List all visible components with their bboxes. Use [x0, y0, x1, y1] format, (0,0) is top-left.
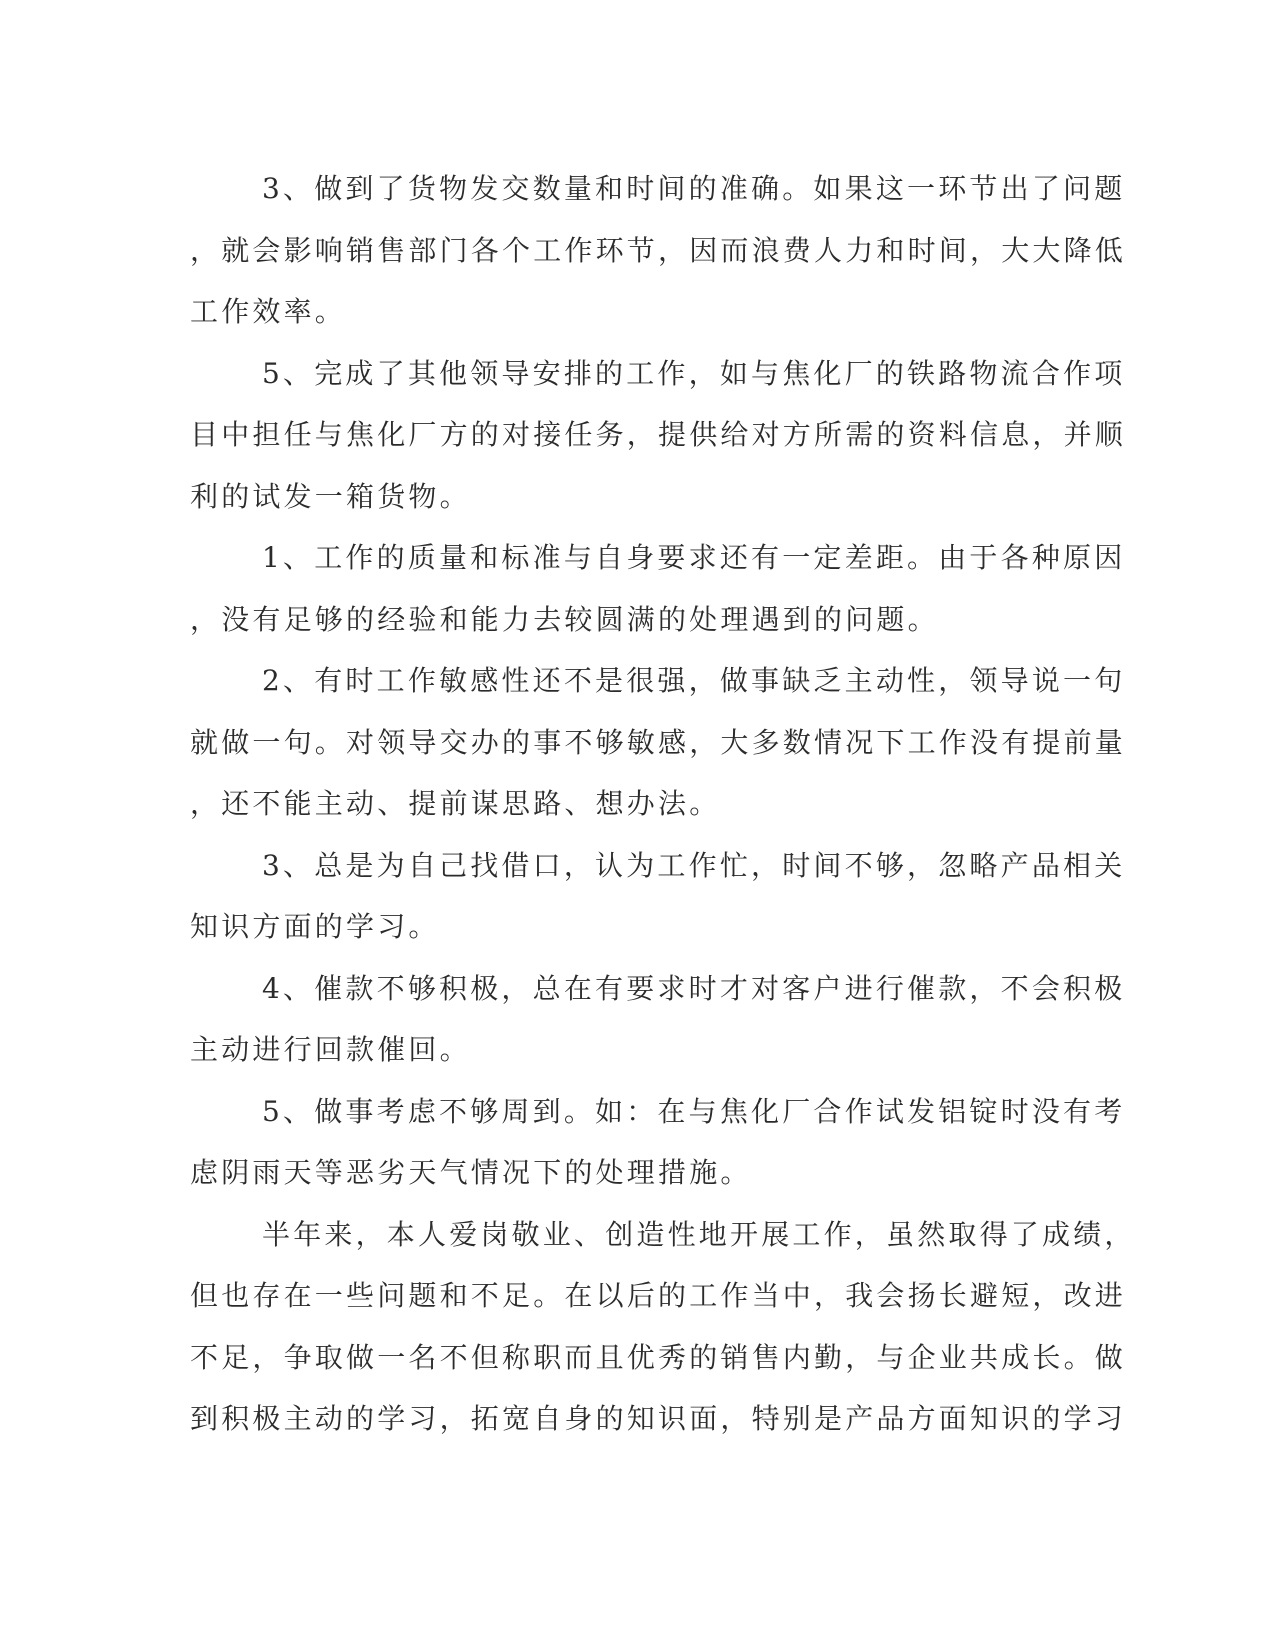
- paragraph-line: 1、工作的质量和标准与自身要求还有一定差距。由于各种原因: [262, 541, 1126, 574]
- paragraph-line: 虑阴雨天等恶劣天气情况下的处理措施。: [190, 1156, 752, 1189]
- paragraph-2: [190, 343, 1127, 528]
- paragraph-line: 2、有时工作敏感性还不是很强，做事缺乏主动性，领导说一句: [262, 664, 1126, 697]
- paragraph-line: ，没有足够的经验和能力去较圆满的处理遇到的问题。: [190, 602, 939, 636]
- paragraph-line: 到积极主动的学习，拓宽自身的知识面，特别是产品方面知识的学习: [190, 1402, 1127, 1435]
- paragraph-line: 主动进行回款催回。: [190, 1033, 471, 1066]
- paragraph-line: ，还不能主动、提前谋思路、想办法。: [190, 787, 721, 820]
- paragraph-line: 知识方面的学习。: [190, 910, 440, 943]
- paragraph-line: 利的试发一箱货物。: [190, 479, 471, 513]
- document-body: [190, 158, 1136, 1450]
- paragraph-8: [190, 1204, 1136, 1450]
- paragraph-line: 半年来，本人爱岗敬业、创造性地开展工作，虽然取得了成绩，: [262, 1217, 1136, 1251]
- paragraph-line: 不足，争取做一名不但称职而且优秀的销售内勤，与企业共成长。做: [190, 1340, 1127, 1374]
- paragraph-6: [190, 958, 1126, 1081]
- paragraph-line: 工作效率。: [190, 295, 347, 328]
- paragraph-1: [190, 158, 1127, 343]
- paragraph-5: [190, 835, 1126, 958]
- paragraph-line: 4、催款不够积极，总在有要求时才对客户进行催款，不会积极: [262, 971, 1126, 1005]
- paragraph-line: ，就会影响销售部门各个工作环节，因而浪费人力和时间，大大降低: [190, 233, 1127, 267]
- paragraph-line: 但也存在一些问题和不足。在以后的工作当中，我会扬长避短，改进: [190, 1279, 1127, 1312]
- paragraph-line: 就做一句。对领导交办的事不够敏感，大多数情况下工作没有提前量: [190, 725, 1127, 759]
- paragraph-line: 5、做事考虑不够周到。如：在与焦化厂合作试发铝锭时没有考: [262, 1094, 1126, 1128]
- paragraph-7: [190, 1081, 1126, 1204]
- paragraph-4: [190, 650, 1127, 835]
- paragraph-line: 3、做到了货物发交数量和时间的准确。如果这一环节出了问题: [262, 172, 1126, 205]
- paragraph-line: 目中担任与焦化厂方的对接任务，提供给对方所需的资料信息，并顺: [190, 418, 1127, 451]
- paragraph-3: [190, 527, 1126, 650]
- paragraph-line: 3、总是为自己找借口，认为工作忙，时间不够，忽略产品相关: [262, 848, 1126, 882]
- paragraph-line: 5、完成了其他领导安排的工作，如与焦化厂的铁路物流合作项: [262, 356, 1126, 390]
